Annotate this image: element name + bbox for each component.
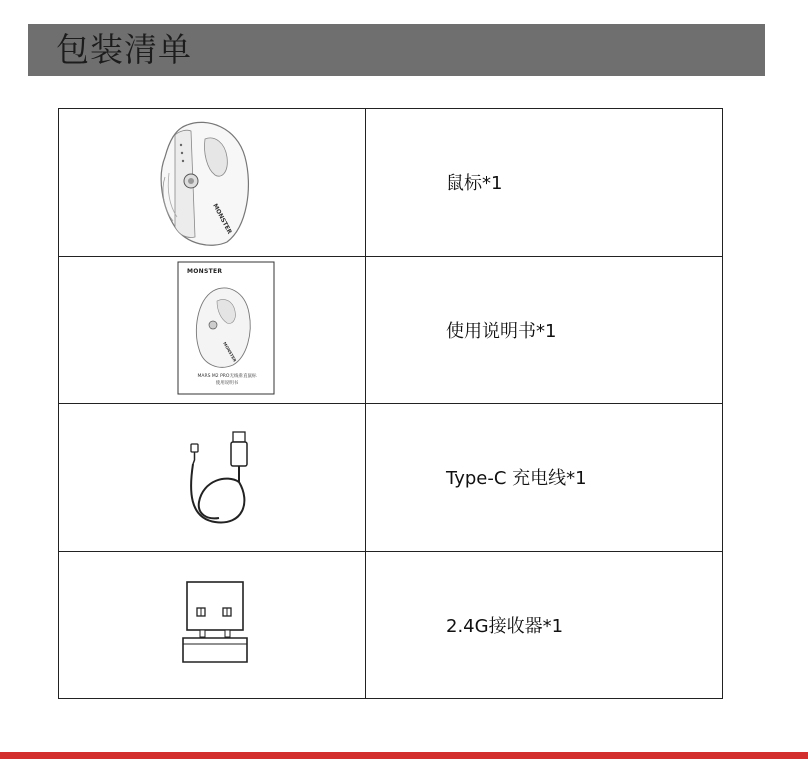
page-title: 包装清单	[56, 30, 192, 69]
item-image-cell	[59, 551, 366, 699]
manual-icon	[177, 261, 277, 397]
footer-accent-line	[0, 752, 808, 759]
manual-logo-text: MONSTER	[187, 267, 223, 275]
item-label: 使用说明书*1	[446, 320, 557, 342]
svg-text:MONSTER: MONSTER	[222, 340, 238, 363]
item-label-cell	[366, 109, 723, 257]
item-image-cell	[59, 109, 366, 257]
table-row	[59, 256, 723, 404]
table-row	[59, 551, 723, 699]
item-image-cell	[59, 404, 366, 552]
item-label: 2.4G接收器*1	[446, 615, 564, 637]
packing-list-table	[58, 108, 723, 699]
item-label-cell	[366, 551, 723, 699]
table-row	[59, 109, 723, 257]
item-label-cell	[366, 404, 723, 552]
manual-caption-line1: MARS M2 PRO无线垂直鼠标	[197, 373, 257, 379]
table-row	[59, 404, 723, 552]
item-label: Type-C 充电线*1	[446, 468, 587, 490]
item-image-cell	[59, 256, 366, 404]
mouse-icon	[157, 117, 267, 249]
manual-caption-line2: 使用说明书	[215, 380, 239, 386]
svg-text:MONSTER: MONSTER	[211, 202, 234, 236]
item-label: 鼠标*1	[446, 173, 503, 195]
item-label-cell	[366, 256, 723, 404]
type-c-cable-icon	[185, 430, 265, 530]
usb-receiver-icon	[177, 580, 253, 676]
